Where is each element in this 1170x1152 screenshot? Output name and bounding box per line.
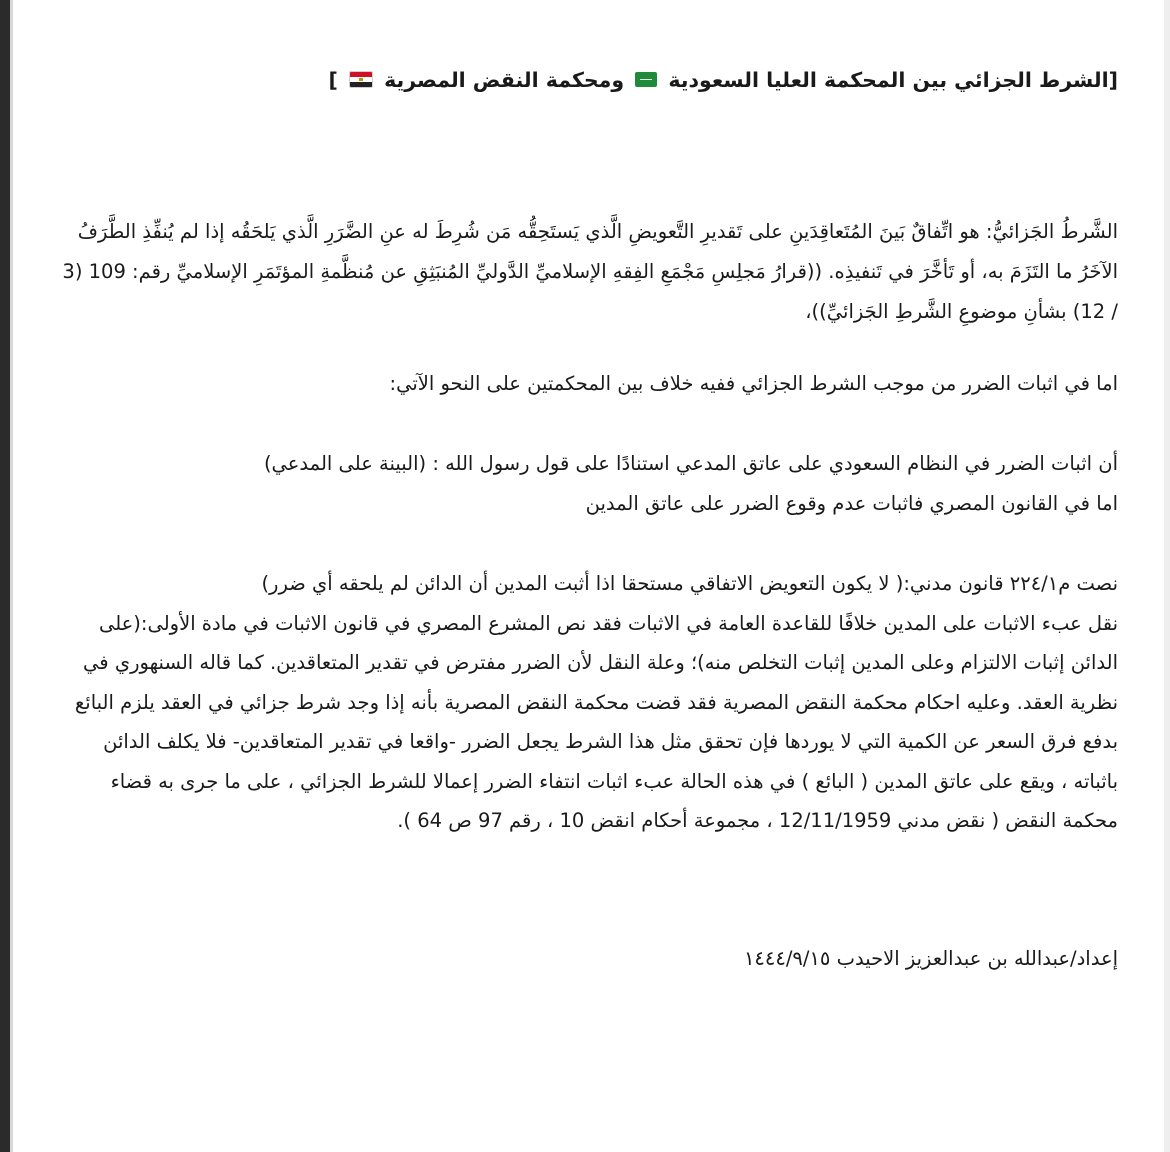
left-border-edge: [10, 0, 13, 1152]
article-explanation: نقل عبء الاثبات على المدين خلافًا للقاعدة العامة في الاثبات فقد نص المشرع المصري في قانون الاثبات في مادة الأولى:(على الدائن إثبات الالتزام وعلى المدين إثبات التخلص منه)؛ وعلة النقل لأن الضرر مفترض في تقدير المتعاقدين. كما قاله السنهوري في نظرية العقد. وعليه احكام محكمة النقض المصرية فقد قضت محكمة النقض المصرية بأنه إذا وجد شرط جزائي في العقد يلزم البائع بدفع فرق السعر عن الكمية التي لا يوردها فإن تحقق مثل هذا الشرط يجعل الضرر -واقعا في تقدير المتعاقدين- فلا يكلف الدائن باثباته ، ويقع على عاتق المدين ( البائع ) في هذه الحالة عبء اثبات انتفاء الضرر إعمالا للشرط الجزائي ، على ما جرى به قضاء محكمة النقض ( نقض مدني 12/11/1959 ، مجموعة أحكام انقض 10 ، رقم 97 ص 64 ).: [74, 611, 1118, 832]
article-text: نصت م٢٢٤/١ قانون مدني:( لا يكون التعويض الاتفاقي مستحقا اذا أثبت المدين أن الدائن لم يلحقه أي ضرر): [261, 572, 1118, 595]
right-border-edge: [1164, 0, 1170, 1152]
definition-paragraph: الشَّرطُ الجَزائيُّ: هو اتِّفاقٌ بَينَ المُتَعاقِدَينِ على تَقديرِ التَّعويضِ الَّذي يَستَحِقُّه مَن شُرِطَ له عنِ الضَّرَرِ الَّذي يَلحَقُه إذا لم يُنفِّذِ الطَّرَفُ الآخَرُ ما التَزَمَ به، أو تَأخَّرَ في تَنفيذِه. ((قرارُ مَجلِسِ مَجْمَعِ الفِقهِ الإسلاميِّ الدَّوليِّ المُنبَثِقِ عن مُنظَّمةِ المؤتَمَرِ الإسلاميِّ رقم: 109 (3 / 12) بشأنِ موضوعِ الشَّرطِ الجَزائيِّ))،: [62, 220, 1118, 323]
egypt-flag-icon: [349, 71, 373, 88]
saudi-position: أن اثبات الضرر في النظام السعودي على عاتق المدعي استنادًا على قول رسول الله : (البينة على المدعي): [263, 452, 1118, 475]
egypt-position: اما في القانون المصري فاثبات عدم وقوع الضرر على عاتق المدين: [585, 492, 1118, 515]
intro-paragraph: اما في اثبات الضرر من موجب الشرط الجزائي ففيه خلاف بين المحكمتين على النحو الآتي:: [389, 372, 1118, 395]
document-title: [60, 60, 1118, 100]
title-part-1: [الشرط الجزائي بين المحكمة العليا السعودية: [668, 68, 1118, 92]
title-part-3: ]: [328, 68, 338, 92]
left-border-bar: [0, 0, 10, 1152]
article-section: [60, 564, 1118, 841]
saudi-flag-icon: [635, 72, 657, 87]
document-body: [60, 60, 1118, 979]
title-part-2: ومحكمة النقض المصرية: [384, 68, 625, 92]
comparison-section: [60, 444, 1118, 524]
author-signature: إعداد/عبدالله بن عبدالعزيز الاحيدب ١٤٤٤/٩/١٥: [743, 946, 1118, 970]
